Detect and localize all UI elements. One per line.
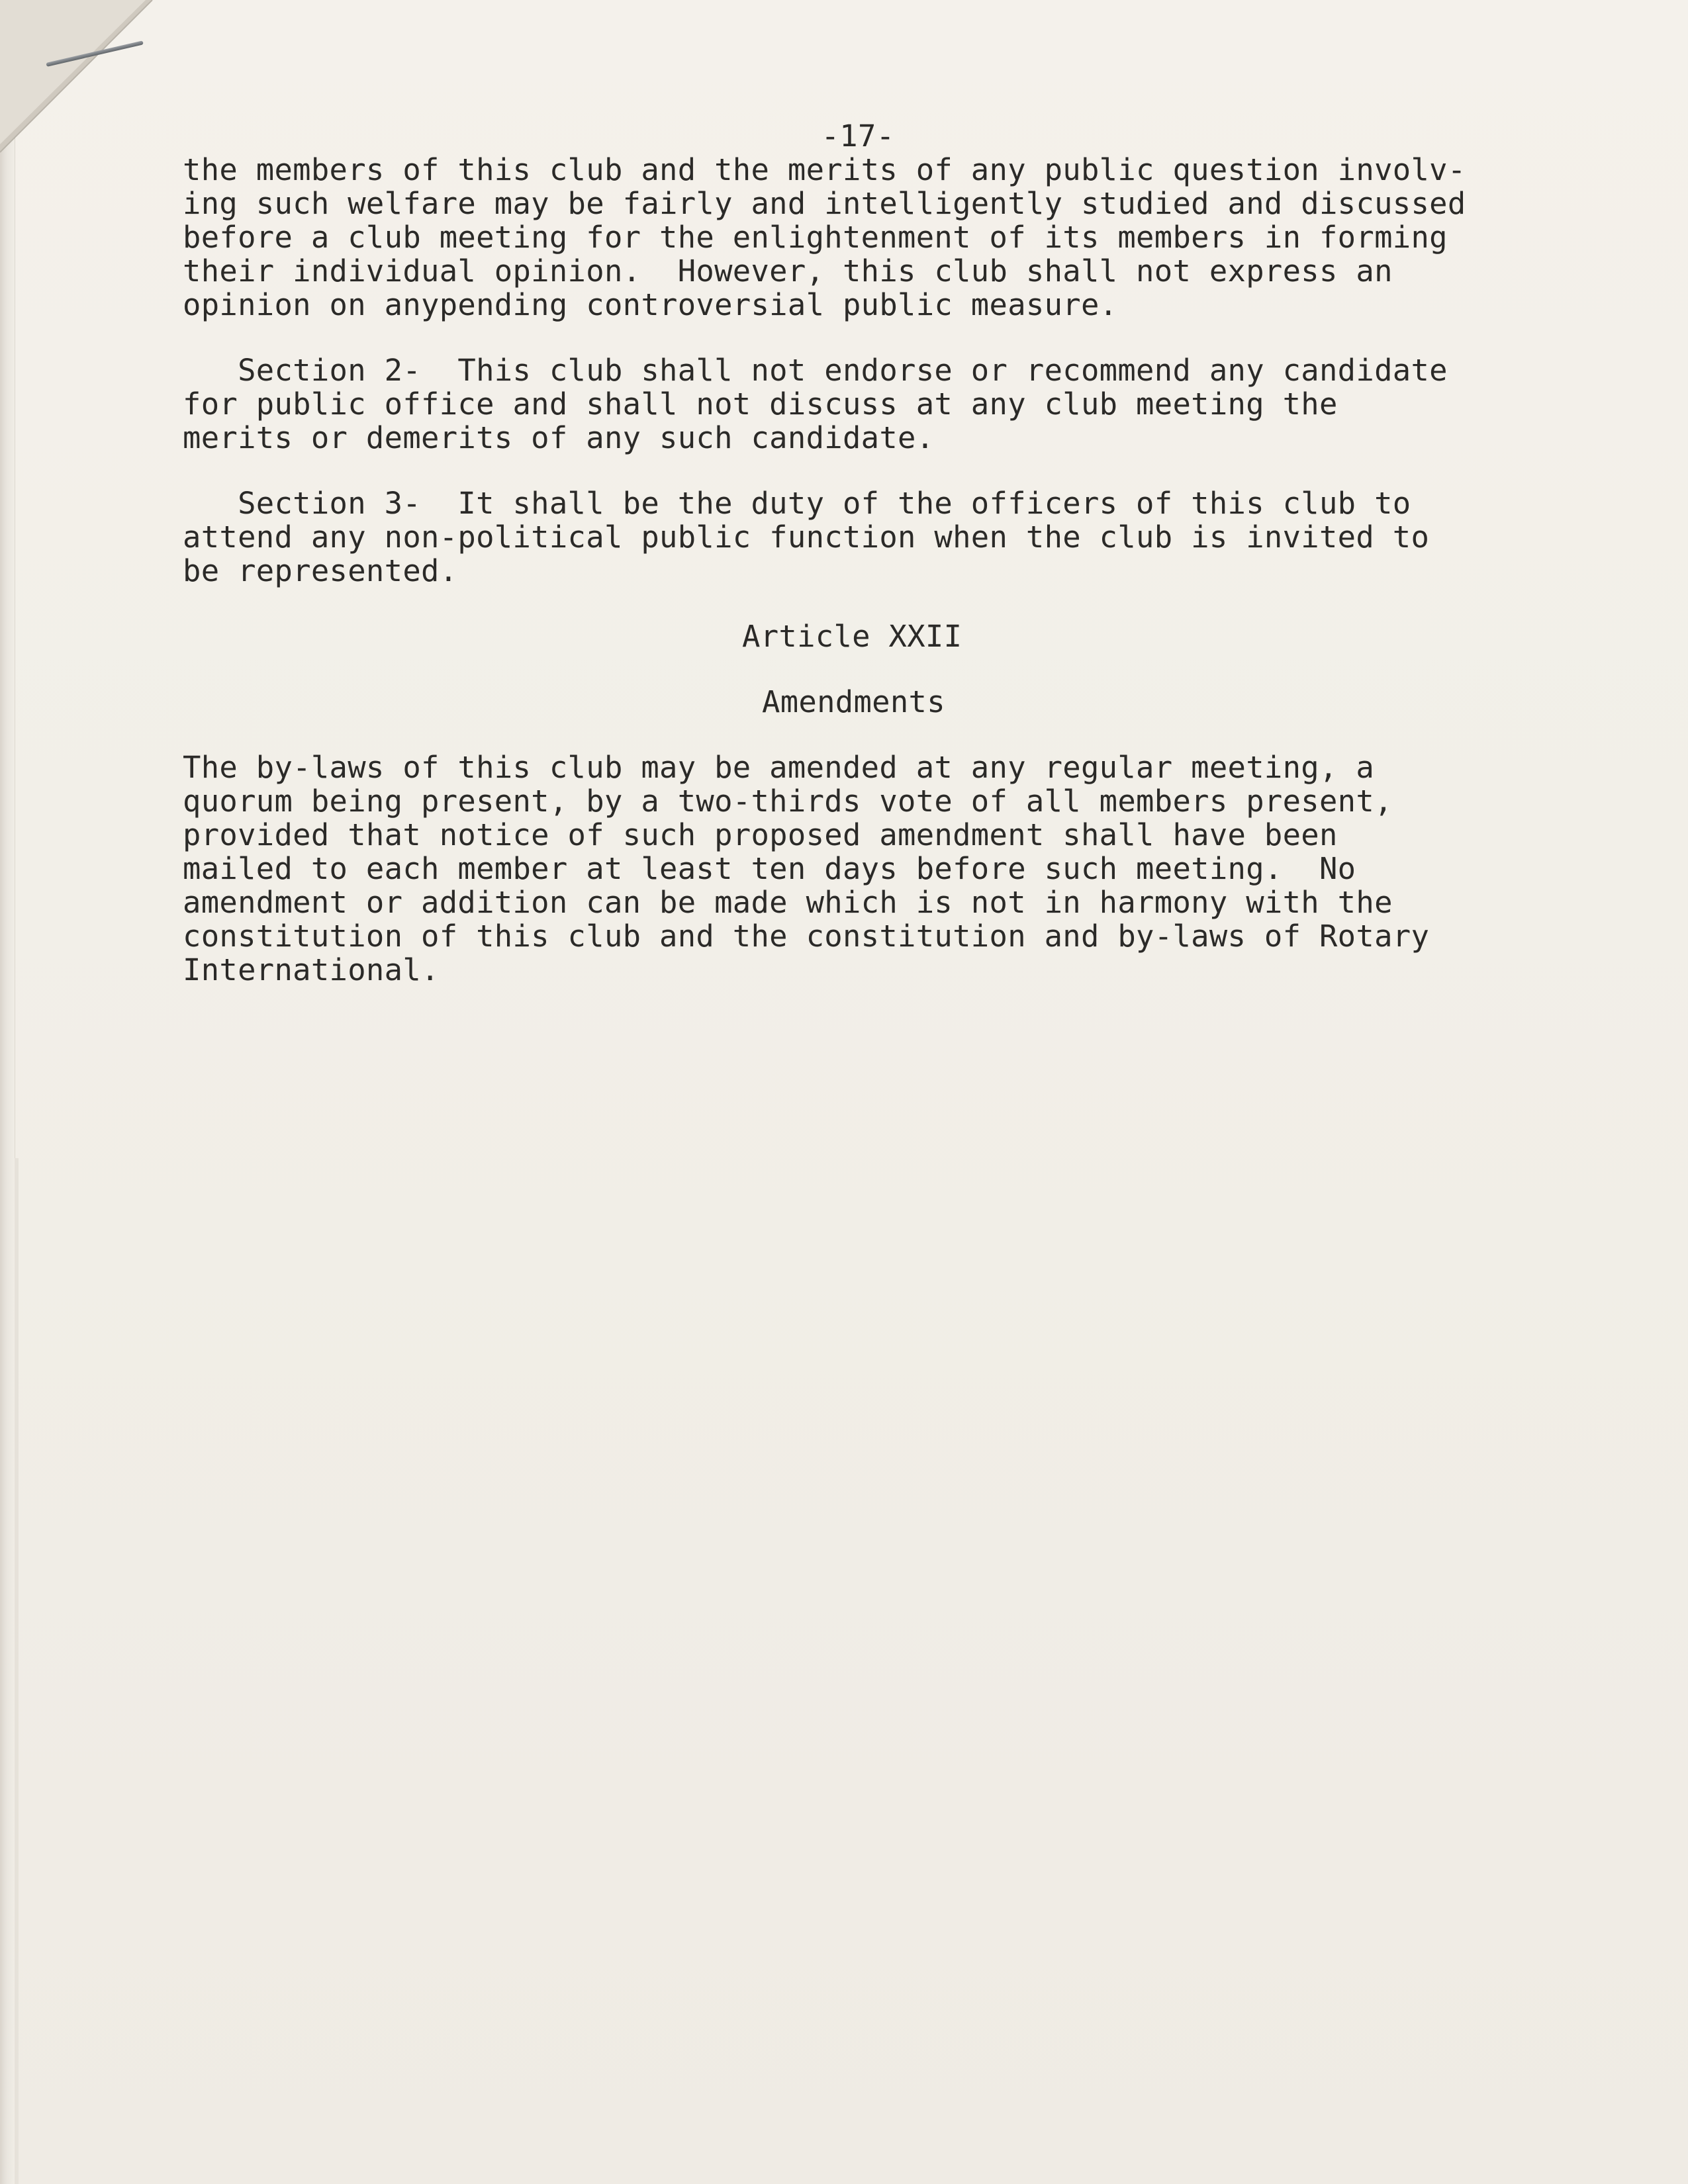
page-stack-edge <box>0 0 15 2184</box>
text-line: provided that notice of such proposed amendment shall have been <box>183 817 1338 852</box>
text-line: quorum being present, by a two-thirds vote of all members present, <box>183 784 1393 819</box>
text-line: Section 3- It shall be the duty of the officers of this club to <box>183 486 1411 521</box>
text-line: before a club meeting for the enlightenment of its members in forming <box>183 220 1448 255</box>
page-stack-edge-lower <box>15 1158 19 2184</box>
article-subtitle: Amendments <box>762 684 945 719</box>
text-line: their individual opinion. However, this club shall not express an <box>183 253 1393 289</box>
text-line: amendment or addition can be made which is not in harmony with the <box>183 885 1393 920</box>
continuation-paragraph <box>183 153 1599 322</box>
text-line: The by-laws of this club may be amended at any regular meeting, a <box>183 750 1375 785</box>
text-line: opinion on anypending controversial public measure. <box>183 287 1118 322</box>
amendments-paragraph <box>183 751 1599 987</box>
section-3-paragraph <box>183 486 1599 588</box>
text-line: be represented. <box>183 553 458 588</box>
text-line: ing such welfare may be fairly and intelligently studied and discussed <box>183 186 1466 221</box>
article-title: Article XXII <box>742 619 962 654</box>
folded-corner <box>0 0 159 159</box>
text-line: for public office and shall not discuss at any club meeting the <box>183 387 1338 422</box>
text-line: International. <box>183 952 440 987</box>
document-body <box>183 119 1599 987</box>
text-line: constitution of this club and the constitution and by-laws of Rotary <box>183 919 1430 954</box>
section-2-paragraph <box>183 353 1599 455</box>
text-line: merits or demerits of any such candidate. <box>183 420 935 455</box>
text-line: mailed to each member at least ten days before such meeting. No <box>183 851 1356 886</box>
text-line: Section 2- This club shall not endorse or recommend any candidate <box>183 353 1448 388</box>
page-number: -17- <box>821 118 895 154</box>
text-line: the members of this club and the merits of any public question involv- <box>183 152 1466 187</box>
text-line: attend any non-political public function when the club is invited to <box>183 520 1430 555</box>
